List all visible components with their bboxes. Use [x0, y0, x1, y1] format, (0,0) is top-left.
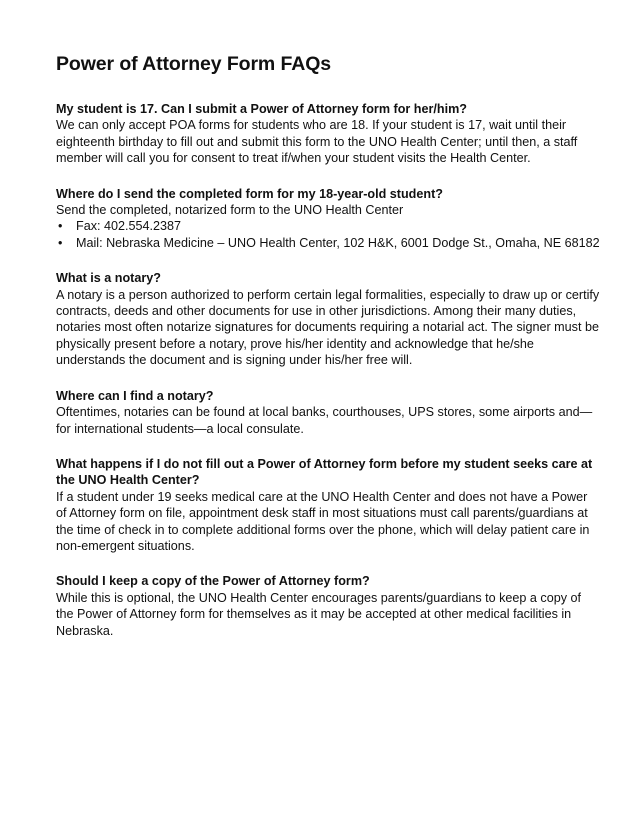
fax-text: Fax: 402.554.2387 [76, 219, 182, 234]
contact-list [56, 218, 600, 251]
faq-answer: While this is optional, the UNO Health Center encourages parents/guardians to keep a copy of the Power of Attorney form for themselves as it may be accepted at other medical facilities in Nebraska. [56, 590, 582, 638]
faq-item-no-form [56, 456, 600, 554]
list-item-fax [56, 218, 600, 234]
faq-answer: A notary is a person authorized to perform certain legal formalities, especially to draw up or certify contracts, deeds and other documents for use in other jurisdictions. Among their many duties, notaries most often notarize signatures for documents requiring a notarial act. The signer must be physically present before a notary, prove his/her identity and acknowledge that he/she understands the document and is signing under his/her free will. [56, 287, 600, 368]
list-item-mail [56, 235, 600, 251]
faq-answer: We can only accept POA forms for students who are 18. If your student is 17, wait until their eighteenth birthday to fill out and submit this form to the UNO Health Center; until then, a staff member will call you for consent to treat if/when your student visits the Health Center. [56, 118, 578, 166]
faq-question: Should I keep a copy of the Power of Attorney form? [56, 574, 370, 589]
bullet-icon: • [58, 235, 63, 250]
faq-answer: If a student under 19 seeks medical care at the UNO Health Center and does not have a Power of Attorney form on file, appointment desk staff in most situations must call parents/guardians at the time of check in to complete additional forms over the phone, which will delay patient care in non-emergent situations. [56, 489, 590, 553]
faq-item-send [56, 186, 600, 252]
faq-item-age [56, 101, 600, 167]
mail-text: Mail: Nebraska Medicine – UNO Health Center, 102 H&K, 6001 Dodge St., Omaha, NE 68182 [76, 235, 600, 250]
faq-question: What is a notary? [56, 271, 161, 286]
bullet-icon: • [58, 219, 63, 234]
faq-question: Where can I find a notary? [56, 388, 214, 403]
faq-item-notary [56, 270, 600, 368]
faq-question: My student is 17. Can I submit a Power of Attorney form for her/him? [56, 102, 467, 116]
faq-answer: Send the completed, notarized form to the UNO Health Center [56, 203, 404, 218]
faq-question: Where do I send the completed form for my 18-year-old student? [56, 186, 443, 201]
faq-question: What happens if I do not fill out a Power of Attorney form before my student seeks care at the UNO Health Center? [56, 456, 593, 488]
faq-item-keep-copy [56, 573, 600, 639]
faq-item-find-notary [56, 388, 600, 437]
page-title: Power of Attorney Form FAQs [56, 53, 332, 75]
faq-answer: Oftentimes, notaries can be found at local banks, courthouses, UPS stores, some airports and—for international students—a local consulate. [56, 405, 593, 436]
